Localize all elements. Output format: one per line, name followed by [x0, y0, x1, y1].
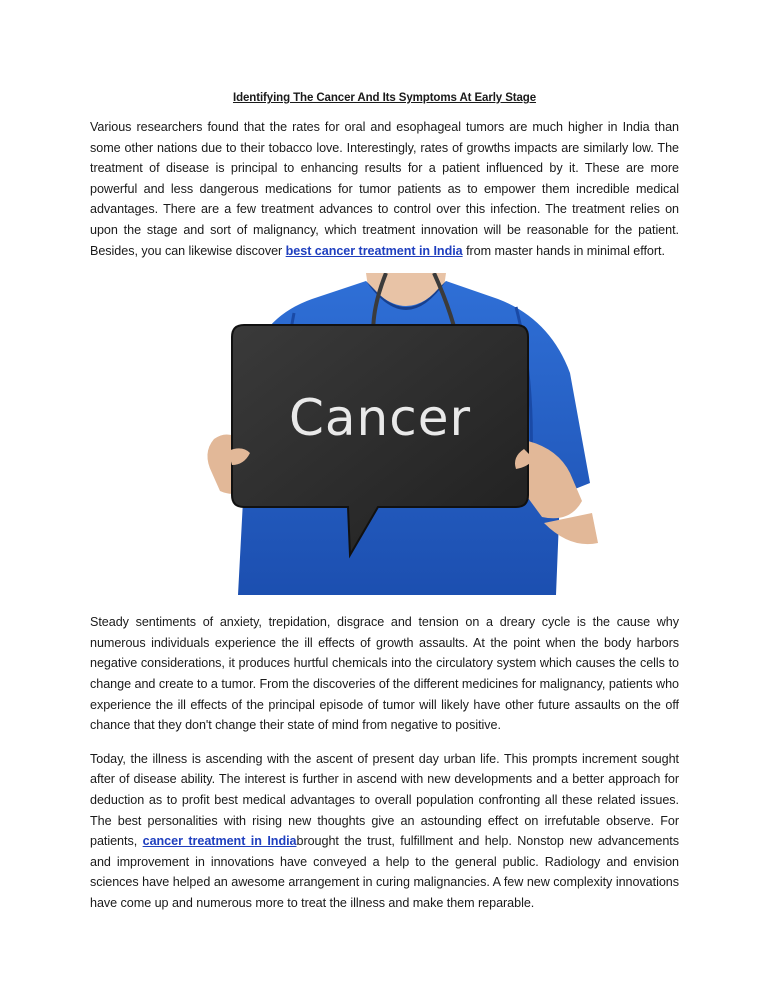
cancer-sign-text: Cancer	[288, 389, 472, 448]
best-cancer-treatment-link[interactable]: best cancer treatment in India	[285, 243, 463, 258]
paragraph-illness-tail: brought the trust, fulfillment and help. Nonstop new advancements and improvement in innovations have conveyed a help to the general public. Radiology and envision sciences have helped an awesome arrangement in curing malignancies. A few new complexity innovations have come up and numerous more to treat the illness and make them reparable.	[90, 834, 679, 910]
paragraph-intro	[90, 117, 679, 261]
paragraph-intro-tail: from master hands in minimal effort.	[462, 243, 665, 258]
paragraph-illness-text: Today, the illness is ascending with the ascent of present day urban life. This prompts increment sought after of disease ability. The interest is further in ascend with new developments and a better approach for deduction as to profit best medical advantages to overall population confronting all these related issues. The best personalities with rising new thoughts give an astounding effect on irrefutable observe. For patients,	[90, 751, 679, 849]
document-title: Identifying The Cancer And Its Symptoms At Early Stage	[232, 92, 537, 104]
cancer-treatment-link[interactable]: cancer treatment in India	[142, 834, 297, 849]
paragraph-illness	[90, 749, 679, 914]
doctor-holding-cancer-sign-image	[198, 273, 618, 596]
paragraph-anxiety: Steady sentiments of anxiety, trepidation, disgrace and tension on a dreary cycle is the cause why numerous individuals experience the ill effects of growth assaults. At the point when the body harbors negative considerations, it produces hurtful chemicals into the circulatory system which causes the cells to change and create to a tumor. From the discoveries of the different medicines for malignancy, patients who experience the ill effects of the principal episode of tumor will likely have other future assaults on the off chance that they don't change their state of mind from negative to positive.	[90, 615, 679, 733]
paragraph-intro-text: Various researchers found that the rates for oral and esophageal tumors are much higher in India than some other nations due to their tobacco love. Interestingly, rates of growths impacts are similarly low. The treatment of disease is principal to enhancing results for a patient influenced by it. These are more powerful and less dangerous medications for tumor patients as to empower them incredible medical advantages. There are a few treatment advances to control over this infection. The treatment relies on upon the stage and sort of malignancy, which treatment innovation will be reasonable for the patient. Besides, you can likewise discover	[90, 120, 679, 258]
